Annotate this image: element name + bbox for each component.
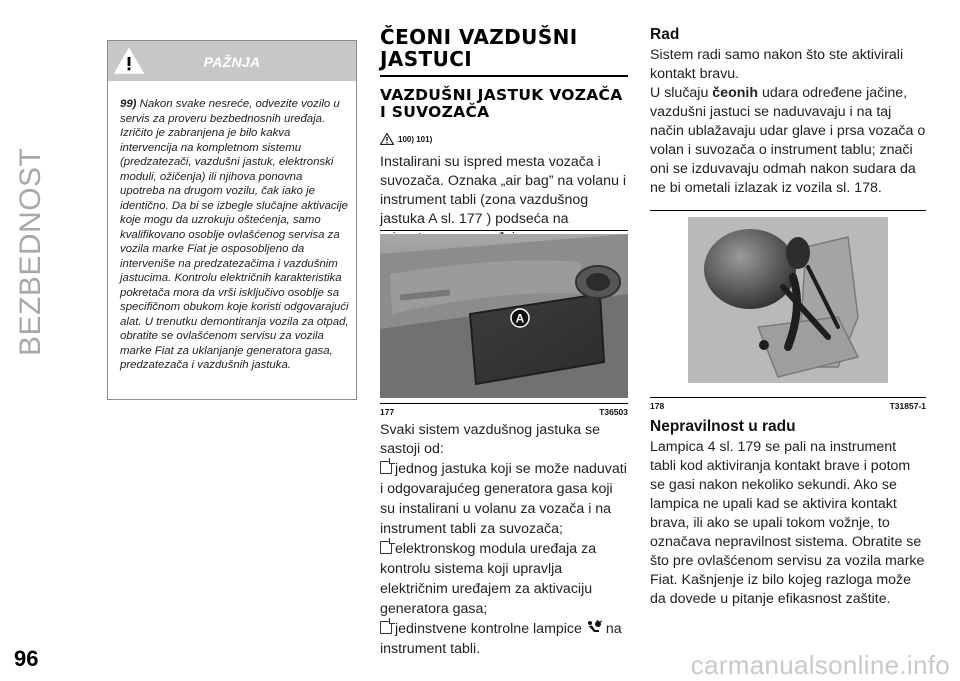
system-intro: Svaki sistem vazdušnog jastuka se sastoji od: (380, 422, 601, 457)
watermark: carmanualsonline.info (690, 650, 950, 680)
bullet-icon (380, 541, 392, 554)
warning-paragraph: Nakon svake nesreće, odvezite vozilo u servis za proveru bezbednosnih uređaja. Izričito je zabranjena je bilo kakva intervencija na kompletnom sistemu (predzatezači, vazdušni jastuk, elektronski moduli, ožičenja) ili njihova ponovna upotreba na drugom vozilu, čak iako je identično. Da bi se izbegle slučajne aktivacije koje mogu da uzrokuju oštećenja, samo kvalifikovano osoblje ovlašćenog servisa za vozila marke Fiat je osposobljeno da interveniše na predzatezačima i vazdušnim jastucima. Kontrolu električnih karakteristika pokretača mora da vrši isključivo osoblje sa specifičnom obukom koje koristi odgovarajući alat. U trenutku demontiranja vozila za otpad, obratite se ovlašćenom servisu za vozila marke Fiat za uklanjanje generatora gasa, predzatezača i vazdušnih jastuka. (120, 98, 349, 371)
page-number: 96 (14, 646, 39, 671)
figure-code: T36503 (599, 407, 628, 417)
malfunction-section (650, 418, 926, 609)
airbag-lamp-icon (586, 620, 602, 635)
reference-numbers: 100) 101) (398, 134, 433, 144)
operation-paragraph-1: Sistem radi samo nakon što ste aktivirali kontakt bravu. (650, 47, 904, 82)
bullet-text: jedinstvene kontrolne lampice (395, 621, 582, 637)
figure-number: 177 (380, 407, 395, 417)
system-components (380, 421, 628, 659)
dashboard-illustration (380, 234, 628, 398)
operation-section (650, 26, 926, 198)
operation-text-rest: udara određene jačine, vazdušni jastuci se naduvavaju i na taj način ublažavaju udar glave i prsa vozača o volan i suvozača o instrument tablu; znači oni se izduvavaju odmah nakon sudara da ne bi ometali izlazak iz vozila sl. 178. (650, 85, 926, 196)
operation-title: Rad (650, 26, 680, 43)
seat-airbag-illustration (688, 217, 888, 383)
malfunction-title: Nepravilnost u radu (650, 418, 796, 435)
side-section-label: BEZBEDNOST (14, 147, 47, 356)
title-rule (380, 75, 628, 77)
figure-178 (650, 210, 926, 411)
operation-paragraph-2 (650, 84, 926, 198)
warning-text (108, 81, 356, 373)
figure-177 (380, 230, 628, 417)
figure-178-code: T31857-1 (889, 401, 926, 411)
bullet-text-tail: na instrument tabli. (380, 621, 622, 657)
bullet-text: elektronskog modula uređaja za kontrolu sistema koji upravlja električnim uređajem za aktivaciju generatora gasa; (380, 541, 597, 617)
warning-box (107, 40, 357, 400)
figure-178-number: 178 (650, 401, 665, 411)
bullet-text: jednog jastuka koji se može naduvati i odgovarajućeg generatora gasa koji su instalirani u volanu za vozača i na instrument tabli za suvozača; (380, 461, 627, 537)
seat-airbag-drawing (688, 217, 888, 383)
warning-header (108, 41, 356, 81)
warning-title: PAŽNJA (203, 54, 261, 70)
bullet-icon (380, 621, 392, 634)
intro-paragraph: Instalirani su ispred mesta vozača i suvozača. Oznaka „air bag” na volanu i instrument tabli (zona vazdušnog jastuka A sl. 177 ) podseća na (380, 154, 627, 227)
bullet-item (380, 539, 628, 619)
section-title: ČEONI VAZDUŠNI JASTUCI (380, 25, 578, 71)
bullet-item (380, 459, 628, 539)
warning-number: 99) (120, 98, 137, 110)
bullet-item (380, 619, 628, 659)
figure-label-a: A (515, 311, 525, 326)
figure-caption (380, 407, 628, 417)
airbag-section (380, 26, 628, 248)
operation-text: U slučaju (650, 85, 713, 101)
reference-line (380, 133, 628, 145)
bullet-icon (380, 461, 392, 474)
figure-178-caption (650, 401, 926, 411)
operation-bold: čeonih (712, 85, 759, 101)
dashboard-photo (380, 234, 628, 398)
section-subtitle: VAZDUŠNI JASTUK VOZAČA I SUVOZAČA (380, 86, 623, 121)
warning-ref-icon (380, 133, 394, 145)
malfunction-paragraph: Lampica 4 sl. 179 se pali na instrument tabli kod aktiviranja kontakt brave i potom se gasi nakon nekoliko sekundi. Ako se lampica ne upali kad se aktivira kontakt brava, ili ako se upali tokom vožnje, to označava nepravilnost sistema. Obratite se što pre ovlašćenom servisu za vozila marke Fiat. Kašnjenje iz bilo kojeg razloga može da dovede u pitanje efikasnost zaštite. (650, 439, 925, 607)
